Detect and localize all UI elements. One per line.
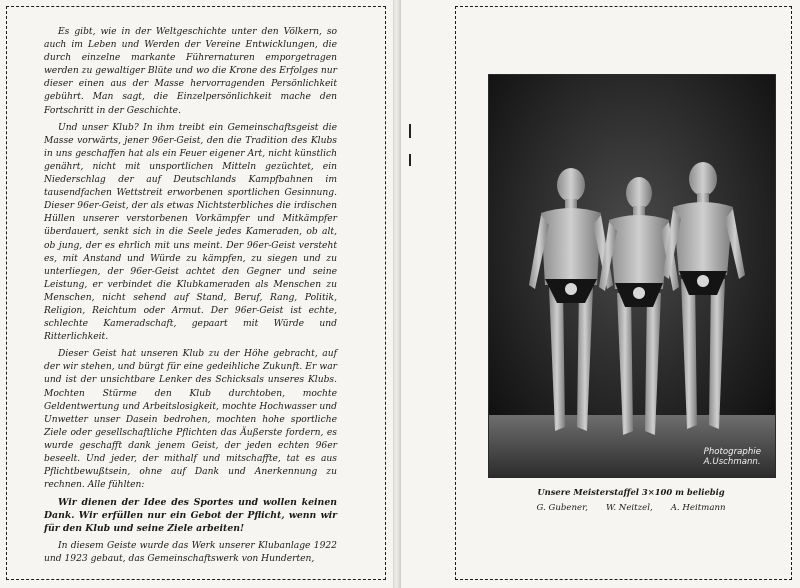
paragraph: Es gibt, wie in der Weltgeschichte unter den Völkern, so auch im Leben und Werden der Vereine Entwicklungen, die durch einzelne markante Führernaturen emporgetragen werden zu gewaltiger Blüte und wo die Krone des Erfolges nur dieser einen aus der Masse hervorragenden Persönlichkeit gebührt. Man sagt, die Einzelpersönlichkeit mache den Fortschritt in der Geschichte.: [44, 27, 337, 116]
paragraph: Und unser Klub? In ihm treibt ein Gemeinschaftsgeist die Masse vorwärts, jener 96er-Geist, den die Tradition des Klubs in uns geschaffen hat als ein Feuer eigener Art, nicht künstlich genährt, nicht mit unsportlichen Mitteln gezüchtet, ein Niederschlag der auf Deutschlands Kampfbahnen im tausendfachen Wettstreit erworbenen sportlichen Gesinnung. Dieser 96er-Geist, der als etwas Nichtsterbliches die irdischen Hüllen unserer verstorbenen Vorkämpfer und Mitkämpfer überdauert, senkt sich in die Seele jedes Kameraden, ob alt, ob jung, der es ehrlich mit uns meint. Der 96er-Geist versteht es, mit Anstand und Würde zu kämpfen, zu siegen und zu unterliegen, der 96er-Geist achtet den Gegner und seine Leistung, er verbindet die Klubkameraden als Menschen zu Menschen, nicht sehend auf Stand, Beruf, Rang, Politik, Religion, Reichtum oder Armut. Der 96er-Geist ist echte, schlechte Kameradschaft, gepaart mit Würde und Ritterlichkeit.: [44, 122, 337, 343]
team-photograph: [488, 74, 776, 478]
photo-caption-title: Unsere Meisterstaffel 3×100 m beliebig: [537, 487, 725, 497]
paragraph: Dieser Geist hat unseren Klub zu der Höhe gebracht, auf der wir stehen, und bürgt für eine gedeihliche Zukunft. Er war und ist der unsichtbare Lenker des Schicksals unseres Klubs. Mochten Stürme den Klub durchtoben, mochte Geldentwertung und Arbeitslosigkeit, mochte Hochwasser und Unwetter unser Dasein bedrohen, mochten hohe sportliche Ziele oder gesellschaftliche Pflichten das Äußerste fordern, es wurde geschafft dank jenem Geist, der jeden echten 96er beseelt. Und jeder, der mithalf und mitschaffte, tat es aus Pflichtbewußtsein, ohne auf Dank und Anerkennung zu rechnen. Alle fühlten:: [44, 349, 337, 491]
bold-motto: Wir dienen der Idee des Sportes und wollen keinen Dank. Wir erfüllen nur ein Gebot der Pflicht, wenn wir für den Klub und seine Ziele arbeiten!: [44, 497, 337, 535]
photo-credit-line: A.Uschmann.: [703, 457, 761, 467]
photo-caption-names: [488, 503, 774, 513]
swimmer-name: W. Neitzel,: [606, 503, 653, 513]
margin-mark: [409, 124, 411, 138]
swimmer-name: A. Heitmann: [670, 503, 726, 513]
photo-image: [489, 75, 775, 477]
paragraph: In diesem Geiste wurde das Werk unserer Klubanlage 1922 und 1923 gebaut, das Gemeinschaftswerk von Hunderten,: [44, 540, 337, 564]
photo-credit-line: Photographie: [703, 447, 761, 457]
article-text: [44, 26, 337, 570]
photo-credit: [704, 447, 761, 467]
swimmer-name: G. Gubener,: [536, 503, 589, 513]
margin-mark: [409, 154, 411, 166]
book-gutter: [393, 0, 401, 588]
